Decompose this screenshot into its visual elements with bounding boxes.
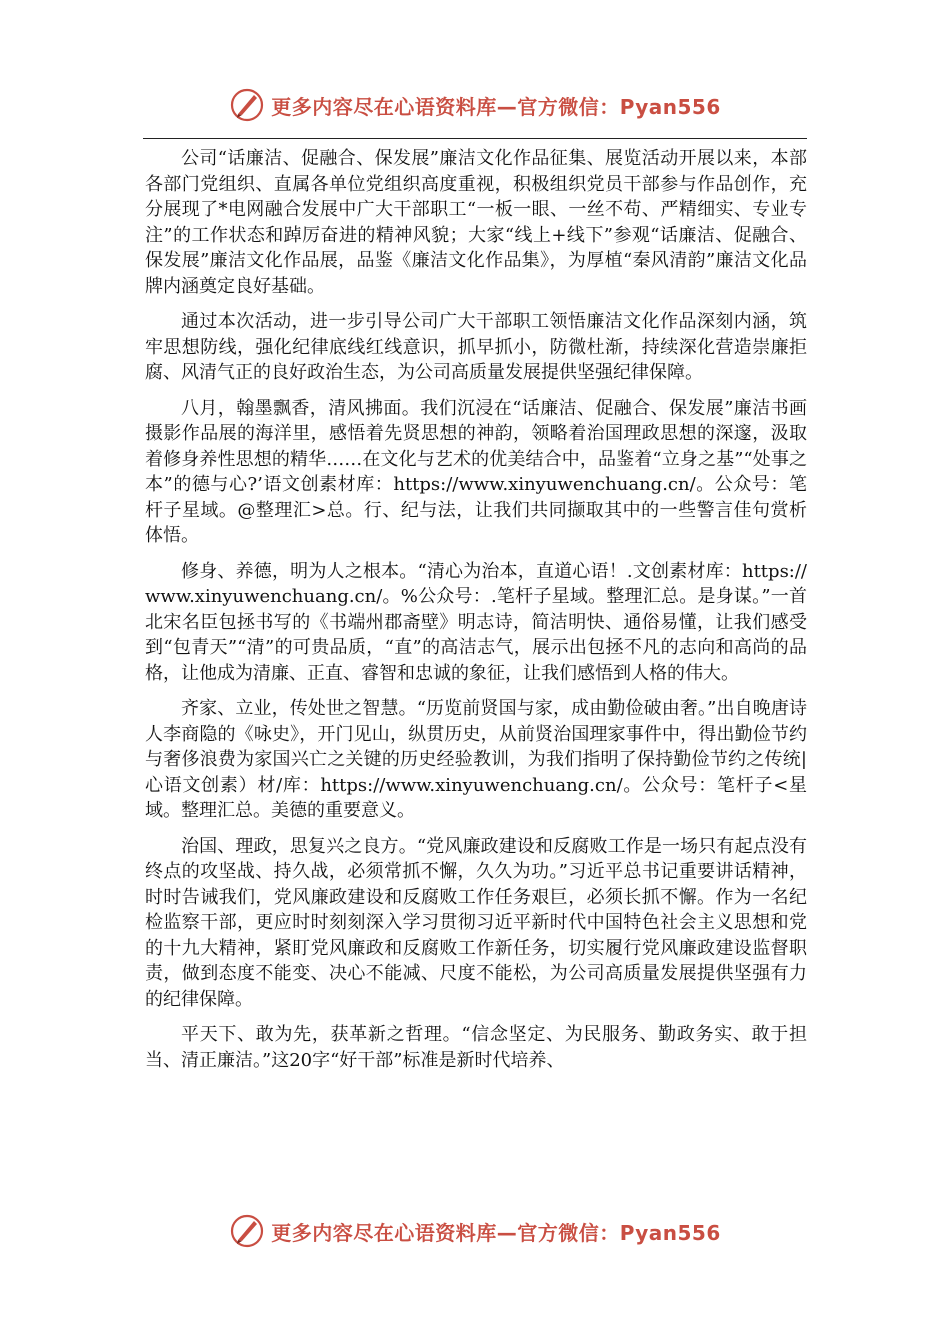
header-divider — [143, 138, 807, 139]
paragraph-5: 齐家、立业，传处世之智慧。“历览前贤国与家，成由勤俭破由奢。”出自晚唐诗人李商隐的《咏史》，开门见山，纵贯历史，从前贤治国理家事件中，得出勤俭节约与奢侈浪费为家国兴亡之关键的历史经验教训，为我们指明了保持勤俭节约之传统|心语文创素）材/库：https://www.xinyuwenchuang.cn/。公众号：笔杆子<星域。整理汇总。美德的重要意义。 — [145, 698, 807, 821]
header-banner — [0, 80, 950, 130]
paragraph-2: 通过本次活动，进一步引导公司广大干部职工领悟廉洁文化作品深刻内涵，筑牢思想防线，强化纪律底线红线意识，抓早抓小，防微杜渐，持续深化营造崇廉拒腐、风清气正的良好政治生态，为公司高质量发展提供坚强纪律保障。 — [145, 311, 807, 383]
footer-banner-text: 更多内容尽在心语资料库—官方微信：Pyan556 — [271, 1220, 721, 1245]
document-body — [145, 146, 807, 1186]
footer-banner — [0, 1206, 950, 1256]
quill-logo-icon — [229, 87, 265, 123]
paragraph-7: 平天下、敢为先，获革新之哲理。“信念坚定、为民服务、勤政务实、敢于担当、清正廉洁。”这20字“好干部”标准是新时代培养、 — [145, 1024, 807, 1071]
quill-logo-icon — [229, 1213, 265, 1249]
paragraph-1: 公司“话廉洁、促融合、保发展”廉洁文化作品征集、展览活动开展以来，本部各部门党组织、直属各单位党组织高度重视，积极组织党员干部参与作品创作，充分展现了*电网融合发展中广大干部职工“一板一眼、一丝不苟、严精细实、专业专注”的工作状态和踔厉奋进的精神风貌；大家“线上+线下”参观“话廉洁、促融合、保发展”廉洁文化作品展，品鉴《廉洁文化作品集》，为厚植“秦风清韵”廉洁文化品牌内涵奠定良好基础。 — [145, 148, 807, 297]
paragraph-4: 修身、养德，明为人之根本。“清心为治本，直道心语！.文创素材库：https://www.xinyuwenchuang.cn/。%公众号：.笔杆子星域。整理汇总。是身谋。”一首北宋名臣包拯书写的《书端州郡斋壁》明志诗，简洁明快、通俗易懂，让我们感受到“包青天”“清”的可贵品质，“直”的高洁志气，展示出包拯不凡的志向和高尚的品格，让他成为清廉、正直、睿智和忠诚的象征，让我们感悟到人格的伟大。 — [145, 560, 807, 684]
paragraph-6: 治国、理政，思复兴之良方。“党风廉政建设和反腐败工作是一场只有起点没有终点的攻坚战、持久战，必须常抓不懈，久久为功。”习近平总书记重要讲话精神，时时告诫我们，党风廉政建设和反腐败工作任务艰巨，必须长抓不懈。作为一名纪检监察干部，更应时时刻刻深入学习贯彻习近平新时代中国特色社会主义思想和党的十九大精神，紧盯党风廉政和反腐败工作新任务，切实履行党风廉政建设监督职责，做到态度不能变、决心不能减、尺度不能松，为公司高质量发展提供坚强有力的纪律保障。 — [145, 835, 807, 1010]
header-banner-text: 更多内容尽在心语资料库—官方微信：Pyan556 — [271, 94, 721, 119]
paragraph-3: 八月，翰墨飘香，清风拂面。我们沉浸在“话廉洁、促融合、保发展”廉洁书画摄影作品展的海洋里，感悟着先贤思想的神韵，领略着治国理政思想的深邃，汲取着修身养性思想的精华……在文化与艺术的优美结合中，品鉴着“立身之基”“处事之本”的德与心?’语文创素材库：https://www.xinyuwenchuang.cn/。公众号：笔杆子星域。@整理汇>总。行、纪与法，让我们共同撷取其中的一些警言佳句赏析体悟。 — [145, 397, 807, 546]
